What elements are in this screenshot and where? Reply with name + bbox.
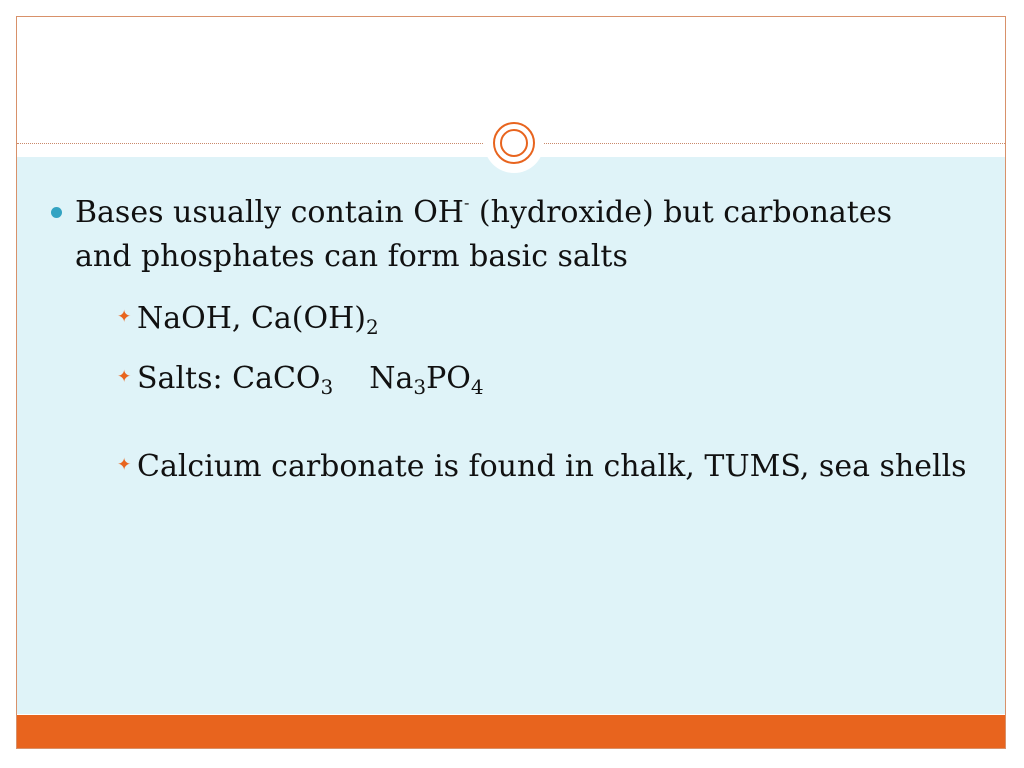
po4-subscript: 4 [470,375,484,399]
examples-text: NaOH, Ca(OH) [137,301,366,336]
star-bullet-icon: ✦ [117,455,132,475]
sub-bullet-examples [117,297,977,341]
na3-subscript: 3 [413,375,427,399]
ornament-outer-ring [493,122,535,164]
circle-bullet-icon [51,207,62,218]
bullet-bases-text-1: Bases usually contain OH [75,195,464,230]
ornament-inner-ring [500,129,528,157]
salts-caco-text: Salts: CaCO [137,361,321,396]
po-text: PO [426,361,471,396]
star-bullet-icon: ✦ [117,307,132,327]
calcium-carbonate-text: Calcium carbonate is found in chalk, TUMS, sea shells [137,449,967,484]
hydroxide-charge: - [463,193,470,212]
sub-bullet-salts [117,357,977,401]
circle-ornament-icon [484,113,544,173]
examples-subscript: 2 [365,315,379,339]
star-bullet-icon: ✦ [117,367,132,387]
bullet-bases [75,191,895,278]
na-text: Na [369,361,414,396]
bullet-bases-text-2: (hydroxide) but carbonates and phosphates can form basic salts [75,195,893,274]
sub-bullet-calcium-carbonate [117,445,977,489]
content-area [17,157,1005,714]
footer-bar [17,715,1005,748]
bullet-list [17,157,1005,714]
slide [16,16,1006,749]
caco3-subscript: 3 [320,375,334,399]
